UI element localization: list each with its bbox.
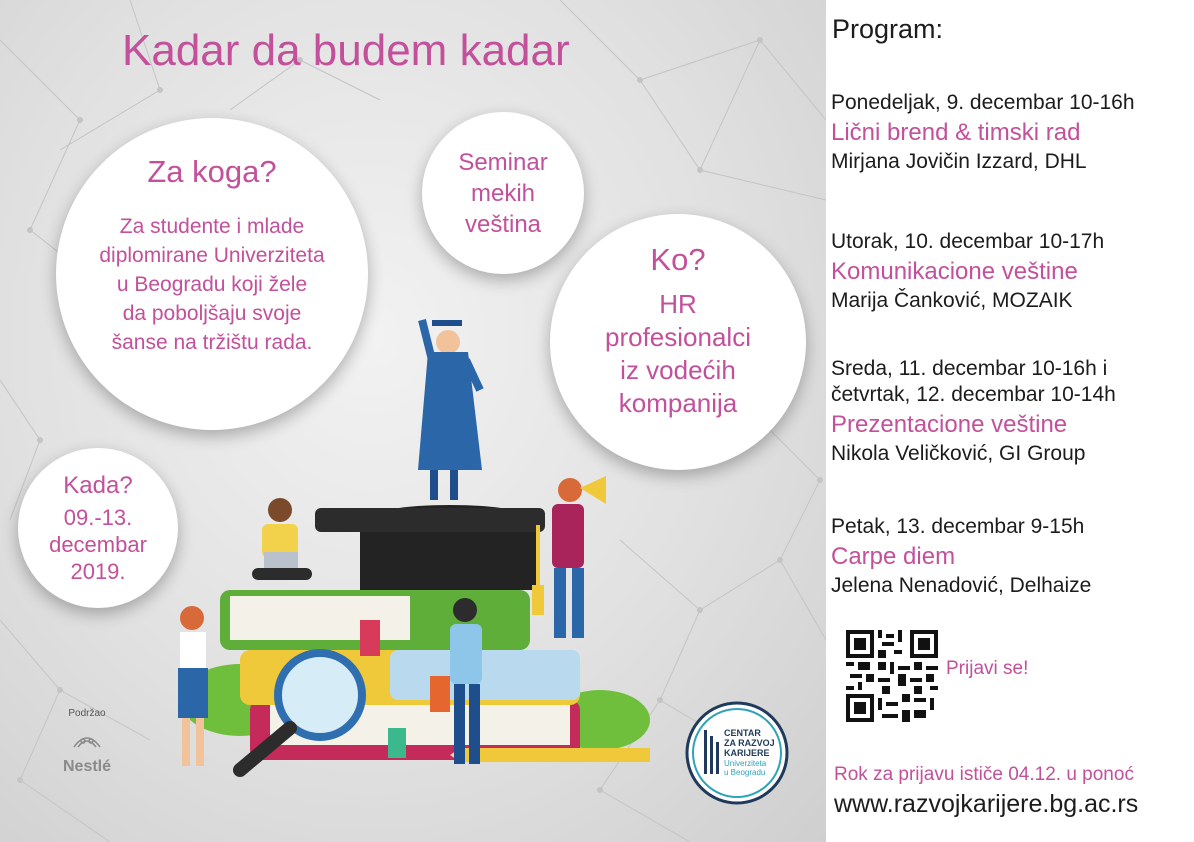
svg-text:Univerziteta: Univerziteta — [724, 759, 767, 768]
book-blue — [390, 650, 580, 700]
when-text: 09.-13. decembar 2019. — [49, 504, 147, 584]
who-heading: Ko? — [650, 242, 706, 277]
day-date: Petak, 13. decembar 9-15h — [831, 515, 1085, 538]
poster-title: Kadar da budem kadar — [122, 26, 570, 75]
program-day-monday — [831, 90, 1193, 175]
bookmark — [388, 728, 406, 758]
day-date: četvrtak, 12. decembar 10-14h — [831, 383, 1116, 406]
program-panel — [826, 0, 1194, 842]
graduate-figure — [418, 320, 482, 500]
cap-board — [315, 508, 545, 532]
nestle-logo — [52, 723, 122, 779]
career-center-logo — [684, 700, 790, 806]
woman-figure — [178, 606, 208, 766]
for-whom-text: Za studente i mlade diplomirane Univerziteta u Beogradu koji žele da poboljšaju svoje šanse na tržištu rada. — [99, 215, 325, 354]
who-bubble — [550, 214, 806, 470]
svg-text:CENTAR: CENTAR — [724, 728, 761, 738]
seminar-text: Seminar mekih veština — [458, 148, 548, 238]
person-with-megaphone — [552, 476, 606, 638]
svg-text:KARIJERE: KARIJERE — [724, 748, 770, 758]
sponsor-block — [42, 708, 132, 779]
day-speaker: Nikola Veličković, GI Group — [831, 442, 1086, 465]
day-date: Utorak, 10. decembar 10-17h — [831, 230, 1105, 253]
svg-text:u Beogradu: u Beogradu — [724, 768, 766, 777]
day-topic: Prezentacione veštine — [831, 411, 1068, 438]
for-whom-bubble — [56, 118, 368, 430]
program-day-wednesday-thursday — [831, 356, 1193, 467]
when-bubble — [18, 448, 178, 608]
when-heading: Kada? — [63, 471, 133, 499]
day-topic: Lični brend & timski rad — [831, 119, 1081, 146]
for-whom-heading: Za koga? — [147, 154, 277, 189]
day-topic: Carpe diem — [831, 543, 956, 570]
pencil — [460, 748, 650, 762]
seminar-bubble — [422, 112, 584, 274]
sponsor-label: Podržao — [68, 708, 106, 719]
website-link[interactable]: www.razvojkarijere.bg.ac.rs — [834, 790, 1139, 818]
day-speaker: Jelena Nenadović, Delhaize — [831, 574, 1092, 597]
sponsor-name: Nestlé — [62, 758, 112, 775]
registration-deadline: Rok za prijavu ističe 04.12. u ponoć — [834, 764, 1134, 785]
program-heading: Program: — [832, 14, 944, 44]
student-with-laptop — [252, 498, 312, 580]
bookmark — [430, 676, 450, 712]
qr-code-icon[interactable] — [846, 630, 938, 722]
apply-link[interactable]: Prijavi se! — [946, 658, 1029, 679]
day-topic: Komunikacione veštine — [831, 258, 1078, 285]
book-pages — [230, 596, 410, 640]
program-day-tuesday — [831, 229, 1193, 314]
svg-text:ZA RAZVOJ: ZA RAZVOJ — [724, 738, 775, 748]
day-speaker: Mirjana Jovičin Izzard, DHL — [831, 150, 1087, 173]
program-day-friday — [831, 514, 1193, 599]
day-date: Ponedeljak, 9. decembar 10-16h — [831, 91, 1135, 114]
day-speaker: Marija Čanković, MOZAIK — [831, 289, 1073, 312]
bookmark — [360, 620, 380, 656]
day-date: Sreda, 11. decembar 10-16h i — [831, 357, 1108, 380]
who-text: HR profesionalci iz vodećih kompanija — [605, 289, 751, 418]
